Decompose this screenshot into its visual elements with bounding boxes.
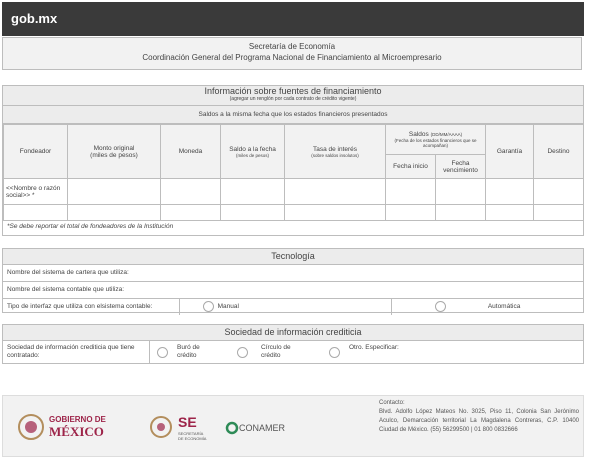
input-cell[interactable] <box>4 205 68 221</box>
col-moneda: Moneda <box>161 125 221 179</box>
manual-radio[interactable] <box>203 301 214 312</box>
otro-radio[interactable] <box>329 347 340 358</box>
gobierno-seal-icon <box>17 412 45 442</box>
input-cell[interactable] <box>534 179 584 205</box>
buro-radio[interactable] <box>157 347 168 358</box>
financing-subtitle: (agregar un renglón por cada contrato de crédito vigente) <box>229 96 357 102</box>
auto-option[interactable] <box>435 299 520 315</box>
auto-label: Automática <box>487 303 521 310</box>
row1-fondeador[interactable]: <<Nombre o razón social>> * <box>4 179 68 205</box>
col-saldo-sub: (miles de pesos) <box>235 152 269 158</box>
se-small-line1: SECRETARÍA <box>178 431 204 436</box>
divider <box>179 299 180 315</box>
program-name: Coordinación General del Programa Nacional de Financiamiento al Microempresario <box>142 53 442 62</box>
input-cell[interactable] <box>221 179 285 205</box>
input-cell[interactable] <box>534 205 584 221</box>
input-cell[interactable] <box>386 179 436 205</box>
interfaz-row <box>3 299 583 315</box>
radio-circle[interactable] <box>237 347 248 358</box>
sociedad-section <box>2 324 584 364</box>
otro-label: Otro. Especificar: <box>349 344 399 351</box>
cartera-label: Nombre del sistema de cartera que utiliza: <box>7 269 129 276</box>
financing-section <box>2 85 584 236</box>
conamer-icon <box>225 421 239 435</box>
contable-label: Nombre del sistema contable que utiliza: <box>7 286 125 293</box>
input-cell[interactable] <box>486 205 534 221</box>
financing-title-bar <box>3 86 583 106</box>
contact-block <box>379 399 579 435</box>
col-saldos-note: (Fecha de los estados financieros que se acompañan) <box>394 138 477 148</box>
input-cell[interactable] <box>221 205 285 221</box>
table-row <box>4 179 584 205</box>
col-fondeador: Fondeador <box>4 125 68 179</box>
radio-circle[interactable] <box>329 347 340 358</box>
buro-label: Buró de crédito <box>177 344 200 359</box>
tecnologia-title: Tecnología <box>3 249 583 265</box>
sociedad-row <box>3 341 583 364</box>
top-header <box>2 2 584 36</box>
cartera-field[interactable] <box>3 265 583 282</box>
col-tasa-sub: (sobre saldos insolutos) <box>311 152 359 158</box>
conamer-logo-text: CONAMER <box>239 423 286 433</box>
col-garantia: Garantía <box>486 125 534 179</box>
col-monto-sub: (miles de pesos) <box>90 151 138 159</box>
financing-title: Información sobre fuentes de financiamiento <box>204 86 382 96</box>
sociedad-title: Sociedad de información crediticia <box>3 325 583 341</box>
input-cell[interactable] <box>68 179 161 205</box>
input-cell[interactable] <box>436 179 486 205</box>
table-row <box>4 205 584 221</box>
col-saldos <box>386 125 486 155</box>
ministry-name: Secretaría de Economía <box>248 42 336 51</box>
contact-title: Contacto: <box>379 400 405 406</box>
input-cell[interactable] <box>285 205 386 221</box>
col-destino: Destino <box>534 125 584 179</box>
balances-note: Saldos a la misma fecha que los estados financieros presentados <box>3 106 583 124</box>
se-logo-text: SE <box>178 414 197 430</box>
financing-footnote: *Se debe reportar el total de fondeadores de la Institución <box>7 223 174 230</box>
input-cell[interactable] <box>285 179 386 205</box>
divider <box>391 299 392 315</box>
manual-label: Manual <box>217 303 239 310</box>
se-small-line2: DE ECONOMÍA <box>178 436 207 441</box>
input-cell[interactable] <box>386 205 436 221</box>
input-cell[interactable] <box>161 179 221 205</box>
col-fecha-venc: Fecha vencimiento <box>436 155 486 179</box>
circulo-radio[interactable] <box>237 347 248 358</box>
form-subheader <box>2 37 582 70</box>
col-fecha-inicio: Fecha inicio <box>386 155 436 179</box>
divider <box>149 341 150 364</box>
contact-text: Blvd. Adolfo López Mateos No. 3025, Piso 11, Colonia San Jerónimo Aculco, Demarcación territorial La Magdalena Contreras, C.P. 10400 Ciudad de México. (55) 56299500 | 01 800 0832666 <box>379 409 579 433</box>
col-saldo <box>221 125 285 179</box>
input-cell[interactable] <box>161 205 221 221</box>
manual-option[interactable] <box>203 299 239 315</box>
col-saldos-label: Saldos <box>408 131 429 138</box>
col-monto <box>68 125 161 179</box>
tecnologia-section <box>2 248 584 313</box>
financing-table <box>3 124 584 221</box>
gobierno-line2: MÉXICO <box>49 424 104 439</box>
radio-circle[interactable] <box>157 347 168 358</box>
contable-field[interactable] <box>3 282 583 299</box>
col-saldo-label: Saldo a la fecha <box>229 145 276 153</box>
se-small <box>178 431 206 441</box>
col-tasa-label: Tasa de interés <box>312 145 358 153</box>
input-cell[interactable] <box>436 205 486 221</box>
footer <box>2 395 584 457</box>
input-cell[interactable] <box>68 205 161 221</box>
gobmx-logo[interactable]: gob.mx <box>11 11 58 26</box>
input-cell[interactable] <box>486 179 534 205</box>
auto-radio[interactable] <box>435 301 446 312</box>
sociedad-question: Sociedad de información crediticia que tiene contratado: <box>7 344 135 359</box>
col-saldos-fmt: (DD/MM/AAAA) <box>430 132 463 137</box>
col-tasa <box>285 125 386 179</box>
col-monto-label: Monto original <box>93 144 135 152</box>
circulo-label: Círculo de crédito <box>261 344 291 359</box>
se-seal-icon <box>149 414 173 440</box>
interfaz-label: Tipo de interfaz que utiliza con elsistema contable: <box>7 303 153 310</box>
gobierno-line1: GOBIERNO DE <box>49 415 106 424</box>
